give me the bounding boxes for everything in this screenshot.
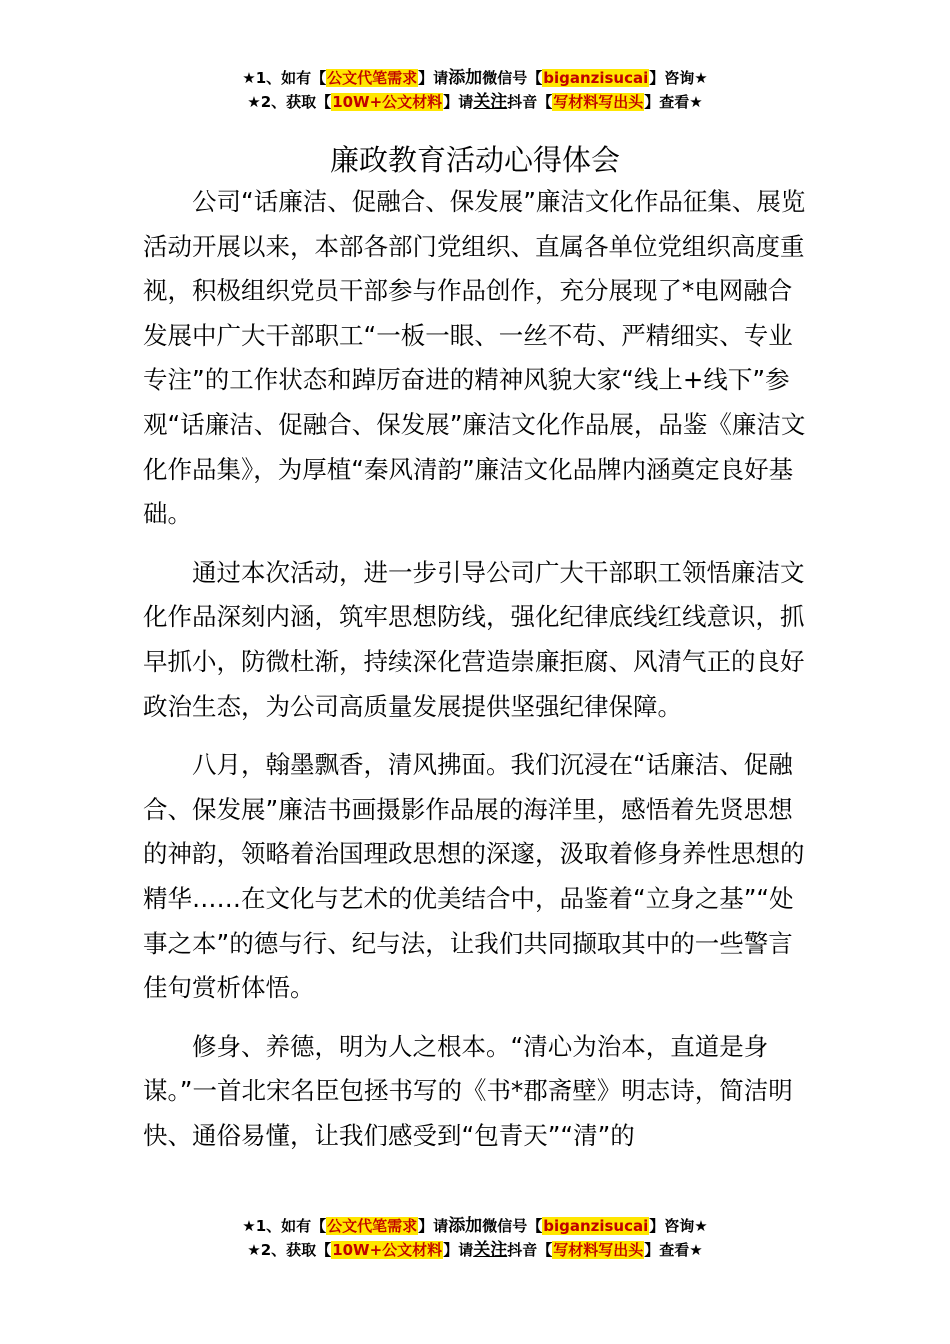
materials-highlight: 10W+公文材料: [332, 93, 443, 111]
paragraph: 修身、养德，明为人之根本。“清心为治本，直道是身谋。”一首北宋名臣包拯书写的《书*郡斋壁》明志诗，简洁明快、通俗易懂，让我们感受到“包青天”“清”的: [143, 1031, 793, 1150]
wechat-id-highlight: biganzisucai: [543, 69, 649, 87]
douyin-highlight: 写材料写出头: [553, 93, 644, 111]
service-highlight: 公文代笔需求: [327, 1217, 418, 1235]
paragraph: 通过本次活动，进一步引导公司广大干部职工领悟廉洁文化作品深刻内涵，筑牢思想防线，强化纪律底线红线意识，抓早抓小，防微杜渐，持续深化营造崇廉拒腐、风清气正的良好政治生态，为公司高质量发展提供坚强纪律保障。: [143, 557, 805, 721]
douyin-highlight: 写材料写出头: [553, 1241, 644, 1259]
promo-line-1: ★1、如有【公文代笔需求】请添加微信号【biganzisucai】咨询★: [242, 1216, 708, 1236]
document-title: 廉政教育活动心得体会: [329, 143, 620, 178]
promo-banner-bottom: [0, 1214, 950, 1262]
materials-highlight: 10W+公文材料: [332, 1241, 443, 1259]
paragraph: 八月，翰墨飘香，清风拂面。我们沉浸在“话廉洁、促融合、保发展”廉洁书画摄影作品展的海洋里，感悟着先贤思想的神韵，领略着治国理政思想的深邃，汲取着修身养性思想的精华……在文化与艺术的优美结合中，品鉴着“立身之基”“处事之本”的德与行、纪与法，让我们共同撷取其中的一些警言佳句赏析体悟。: [143, 750, 805, 1003]
promo-line-1: ★1、如有【公文代笔需求】请添加微信号【biganzisucai】咨询★: [242, 68, 708, 88]
promo-line-2: ★2、获取【10W+公文材料】请关注抖音【写材料写出头】查看★: [247, 1240, 703, 1260]
promo-line-2: ★2、获取【10W+公文材料】请关注抖音【写材料写出头】查看★: [247, 92, 703, 112]
document-body: [143, 180, 811, 1172]
wechat-id-highlight: biganzisucai: [543, 1217, 649, 1235]
promo-banner-top: [0, 66, 950, 114]
paragraph: 公司“话廉洁、促融合、保发展”廉洁文化作品征集、展览活动开展以来，本部各部门党组织、直属各单位党组织高度重视，积极组织党员干部参与作品创作，充分展现了*电网融合发展中广大干部职工“一板一眼、一丝不苟、严精细实、专业专注”的工作状态和踔厉奋进的精神风貌大家“线上+线下”参观“话廉洁、促融合、保发展”廉洁文化作品展，品鉴《廉洁文化作品集》，为厚植“秦风清韵”廉洁文化品牌内涵奠定良好基础。: [143, 187, 806, 529]
service-highlight: 公文代笔需求: [327, 69, 418, 87]
